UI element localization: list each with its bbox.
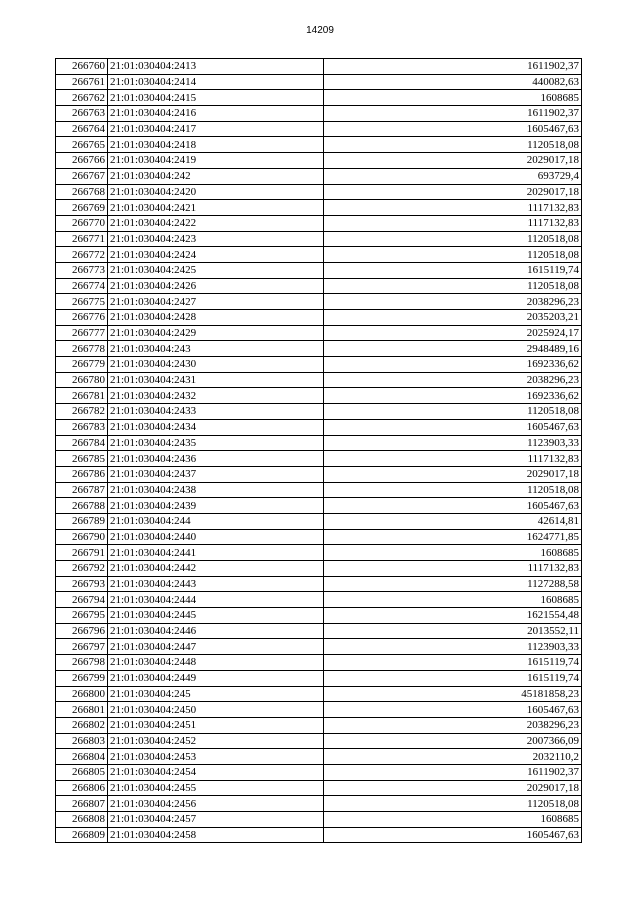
cadastral-number-cell: 21:01:030404:2440 (108, 529, 324, 545)
row-number-cell: 266760 (56, 59, 108, 75)
row-number-cell: 266781 (56, 388, 108, 404)
row-number-cell: 266792 (56, 561, 108, 577)
cadastral-value-cell: 1605467,63 (324, 419, 582, 435)
table-row (56, 466, 582, 482)
table-row (56, 247, 582, 263)
table-row (56, 200, 582, 216)
table-row (56, 561, 582, 577)
cadastral-value-cell: 1120518,08 (324, 137, 582, 153)
table-row (56, 529, 582, 545)
table-row (56, 451, 582, 467)
cadastral-value-cell: 1120518,08 (324, 231, 582, 247)
row-number-cell: 266777 (56, 325, 108, 341)
cadastral-number-cell: 21:01:030404:2418 (108, 137, 324, 153)
row-number-cell: 266796 (56, 623, 108, 639)
cadastral-value-cell: 1120518,08 (324, 482, 582, 498)
cadastral-value-cell: 1615119,74 (324, 655, 582, 671)
row-number-cell: 266763 (56, 106, 108, 122)
table-row (56, 545, 582, 561)
row-number-cell: 266776 (56, 310, 108, 326)
table-row (56, 655, 582, 671)
cadastral-value-cell: 2032110,2 (324, 749, 582, 765)
row-number-cell: 266797 (56, 639, 108, 655)
cadastral-value-cell: 1605467,63 (324, 702, 582, 718)
cadastral-value-table (55, 58, 582, 843)
table-row (56, 623, 582, 639)
row-number-cell: 266773 (56, 262, 108, 278)
row-number-cell: 266799 (56, 670, 108, 686)
cadastral-number-cell: 21:01:030404:2448 (108, 655, 324, 671)
cadastral-value-cell: 1117132,83 (324, 215, 582, 231)
cadastral-number-cell: 21:01:030404:2434 (108, 419, 324, 435)
table-row (56, 435, 582, 451)
row-number-cell: 266782 (56, 404, 108, 420)
table-row (56, 357, 582, 373)
cadastral-value-cell: 2025924,17 (324, 325, 582, 341)
row-number-cell: 266767 (56, 168, 108, 184)
row-number-cell: 266803 (56, 733, 108, 749)
cadastral-value-cell: 1127288,58 (324, 576, 582, 592)
row-number-cell: 266768 (56, 184, 108, 200)
cadastral-value-cell: 1692336,62 (324, 357, 582, 373)
cadastral-number-cell: 21:01:030404:2451 (108, 717, 324, 733)
cadastral-number-cell: 21:01:030404:2449 (108, 670, 324, 686)
cadastral-number-cell: 21:01:030404:2427 (108, 294, 324, 310)
row-number-cell: 266807 (56, 796, 108, 812)
cadastral-number-cell: 21:01:030404:2452 (108, 733, 324, 749)
cadastral-value-cell: 1605467,63 (324, 498, 582, 514)
cadastral-value-cell: 1692336,62 (324, 388, 582, 404)
row-number-cell: 266761 (56, 74, 108, 90)
cadastral-number-cell: 21:01:030404:2437 (108, 466, 324, 482)
table-row (56, 106, 582, 122)
table-row (56, 231, 582, 247)
table-row (56, 278, 582, 294)
cadastral-number-cell: 21:01:030404:2414 (108, 74, 324, 90)
row-number-cell: 266784 (56, 435, 108, 451)
row-number-cell: 266769 (56, 200, 108, 216)
cadastral-number-cell: 21:01:030404:2450 (108, 702, 324, 718)
table-row (56, 513, 582, 529)
cadastral-value-cell: 1120518,08 (324, 796, 582, 812)
row-number-cell: 266764 (56, 121, 108, 137)
row-number-cell: 266786 (56, 466, 108, 482)
cadastral-number-cell: 21:01:030404:2420 (108, 184, 324, 200)
row-number-cell: 266800 (56, 686, 108, 702)
cadastral-value-cell: 2029017,18 (324, 466, 582, 482)
cadastral-number-cell: 21:01:030404:2435 (108, 435, 324, 451)
table-body (56, 59, 582, 843)
row-number-cell: 266804 (56, 749, 108, 765)
cadastral-value-cell: 1120518,08 (324, 247, 582, 263)
row-number-cell: 266788 (56, 498, 108, 514)
cadastral-value-cell: 1117132,83 (324, 561, 582, 577)
cadastral-value-cell: 45181858,23 (324, 686, 582, 702)
cadastral-number-cell: 21:01:030404:2444 (108, 592, 324, 608)
cadastral-number-cell: 21:01:030404:2419 (108, 153, 324, 169)
cadastral-value-cell: 2038296,23 (324, 372, 582, 388)
cadastral-number-cell: 21:01:030404:2443 (108, 576, 324, 592)
table-row (56, 294, 582, 310)
cadastral-value-cell: 1615119,74 (324, 262, 582, 278)
cadastral-value-cell: 1608685 (324, 90, 582, 106)
table-row (56, 90, 582, 106)
row-number-cell: 266766 (56, 153, 108, 169)
cadastral-value-cell: 1120518,08 (324, 404, 582, 420)
cadastral-value-cell: 42614,81 (324, 513, 582, 529)
cadastral-value-cell: 1611902,37 (324, 106, 582, 122)
cadastral-number-cell: 21:01:030404:2456 (108, 796, 324, 812)
table-row (56, 764, 582, 780)
row-number-cell: 266787 (56, 482, 108, 498)
table-row (56, 733, 582, 749)
cadastral-value-cell: 2948489,16 (324, 341, 582, 357)
cadastral-number-cell: 21:01:030404:2442 (108, 561, 324, 577)
cadastral-number-cell: 21:01:030404:2425 (108, 262, 324, 278)
cadastral-number-cell: 21:01:030404:2447 (108, 639, 324, 655)
table-row (56, 686, 582, 702)
row-number-cell: 266774 (56, 278, 108, 294)
table-row (56, 404, 582, 420)
cadastral-value-cell: 1123903,33 (324, 639, 582, 655)
cadastral-number-cell: 21:01:030404:2415 (108, 90, 324, 106)
cadastral-number-cell: 21:01:030404:2421 (108, 200, 324, 216)
table-row (56, 184, 582, 200)
row-number-cell: 266772 (56, 247, 108, 263)
cadastral-value-cell: 1615119,74 (324, 670, 582, 686)
table-row (56, 419, 582, 435)
cadastral-number-cell: 21:01:030404:2458 (108, 827, 324, 843)
cadastral-value-cell: 1611902,37 (324, 59, 582, 75)
row-number-cell: 266805 (56, 764, 108, 780)
cadastral-value-cell: 1608685 (324, 812, 582, 828)
cadastral-number-cell: 21:01:030404:2457 (108, 812, 324, 828)
cadastral-number-cell: 21:01:030404:2424 (108, 247, 324, 263)
table-row (56, 215, 582, 231)
row-number-cell: 266762 (56, 90, 108, 106)
cadastral-number-cell: 21:01:030404:2453 (108, 749, 324, 765)
table-row (56, 137, 582, 153)
row-number-cell: 266793 (56, 576, 108, 592)
cadastral-number-cell: 21:01:030404:2455 (108, 780, 324, 796)
cadastral-number-cell: 21:01:030404:2422 (108, 215, 324, 231)
cadastral-value-cell: 1605467,63 (324, 121, 582, 137)
cadastral-value-cell: 1621554,48 (324, 608, 582, 624)
cadastral-value-cell: 2029017,18 (324, 780, 582, 796)
cadastral-number-cell: 21:01:030404:243 (108, 341, 324, 357)
table-row (56, 670, 582, 686)
cadastral-number-cell: 21:01:030404:2445 (108, 608, 324, 624)
table-row (56, 262, 582, 278)
cadastral-number-cell: 21:01:030404:2431 (108, 372, 324, 388)
cadastral-number-cell: 21:01:030404:2436 (108, 451, 324, 467)
row-number-cell: 266801 (56, 702, 108, 718)
cadastral-number-cell: 21:01:030404:2438 (108, 482, 324, 498)
cadastral-number-cell: 21:01:030404:2446 (108, 623, 324, 639)
cadastral-value-cell: 2007366,09 (324, 733, 582, 749)
cadastral-value-cell: 1117132,83 (324, 451, 582, 467)
table-row (56, 796, 582, 812)
row-number-cell: 266775 (56, 294, 108, 310)
cadastral-value-cell: 1608685 (324, 592, 582, 608)
table-row (56, 498, 582, 514)
cadastral-number-cell: 21:01:030404:2426 (108, 278, 324, 294)
table-row (56, 372, 582, 388)
cadastral-number-cell: 21:01:030404:2454 (108, 764, 324, 780)
table-row (56, 749, 582, 765)
cadastral-value-cell: 693729,4 (324, 168, 582, 184)
cadastral-number-cell: 21:01:030404:2428 (108, 310, 324, 326)
cadastral-number-cell: 21:01:030404:2417 (108, 121, 324, 137)
row-number-cell: 266808 (56, 812, 108, 828)
cadastral-number-cell: 21:01:030404:2430 (108, 357, 324, 373)
cadastral-number-cell: 21:01:030404:2441 (108, 545, 324, 561)
row-number-cell: 266794 (56, 592, 108, 608)
table-row (56, 153, 582, 169)
table-row (56, 121, 582, 137)
cadastral-number-cell: 21:01:030404:2432 (108, 388, 324, 404)
row-number-cell: 266790 (56, 529, 108, 545)
cadastral-value-cell: 1605467,63 (324, 827, 582, 843)
table-row (56, 341, 582, 357)
cadastral-value-cell: 1117132,83 (324, 200, 582, 216)
cadastral-value-cell: 1624771,85 (324, 529, 582, 545)
cadastral-number-cell: 21:01:030404:244 (108, 513, 324, 529)
cadastral-value-cell: 2038296,23 (324, 294, 582, 310)
row-number-cell: 266809 (56, 827, 108, 843)
cadastral-value-cell: 2029017,18 (324, 184, 582, 200)
cadastral-number-cell: 21:01:030404:2439 (108, 498, 324, 514)
table-row (56, 780, 582, 796)
cadastral-value-cell: 1123903,33 (324, 435, 582, 451)
table-row (56, 639, 582, 655)
table-row (56, 168, 582, 184)
row-number-cell: 266771 (56, 231, 108, 247)
cadastral-number-cell: 21:01:030404:2413 (108, 59, 324, 75)
cadastral-value-cell: 440082,63 (324, 74, 582, 90)
cadastral-value-cell: 1608685 (324, 545, 582, 561)
cadastral-number-cell: 21:01:030404:2423 (108, 231, 324, 247)
row-number-cell: 266791 (56, 545, 108, 561)
table-row (56, 576, 582, 592)
cadastral-value-cell: 2035203,21 (324, 310, 582, 326)
table-row (56, 592, 582, 608)
cadastral-value-cell: 2013552,11 (324, 623, 582, 639)
row-number-cell: 266770 (56, 215, 108, 231)
table-row (56, 325, 582, 341)
table-row (56, 702, 582, 718)
row-number-cell: 266778 (56, 341, 108, 357)
table-row (56, 388, 582, 404)
table-row (56, 74, 582, 90)
cadastral-value-cell: 2038296,23 (324, 717, 582, 733)
table-row (56, 717, 582, 733)
cadastral-value-cell: 1611902,37 (324, 764, 582, 780)
row-number-cell: 266795 (56, 608, 108, 624)
table-row (56, 608, 582, 624)
row-number-cell: 266780 (56, 372, 108, 388)
cadastral-number-cell: 21:01:030404:2433 (108, 404, 324, 420)
row-number-cell: 266783 (56, 419, 108, 435)
cadastral-value-cell: 1120518,08 (324, 278, 582, 294)
row-number-cell: 266798 (56, 655, 108, 671)
row-number-cell: 266802 (56, 717, 108, 733)
row-number-cell: 266789 (56, 513, 108, 529)
table-row (56, 59, 582, 75)
cadastral-number-cell: 21:01:030404:242 (108, 168, 324, 184)
cadastral-number-cell: 21:01:030404:2429 (108, 325, 324, 341)
table-row (56, 827, 582, 843)
table-row (56, 812, 582, 828)
row-number-cell: 266765 (56, 137, 108, 153)
cadastral-value-cell: 2029017,18 (324, 153, 582, 169)
table-row (56, 482, 582, 498)
cadastral-number-cell: 21:01:030404:2416 (108, 106, 324, 122)
row-number-cell: 266785 (56, 451, 108, 467)
row-number-cell: 266779 (56, 357, 108, 373)
table-row (56, 310, 582, 326)
cadastral-number-cell: 21:01:030404:245 (108, 686, 324, 702)
page-number: 14209 (306, 25, 334, 36)
row-number-cell: 266806 (56, 780, 108, 796)
